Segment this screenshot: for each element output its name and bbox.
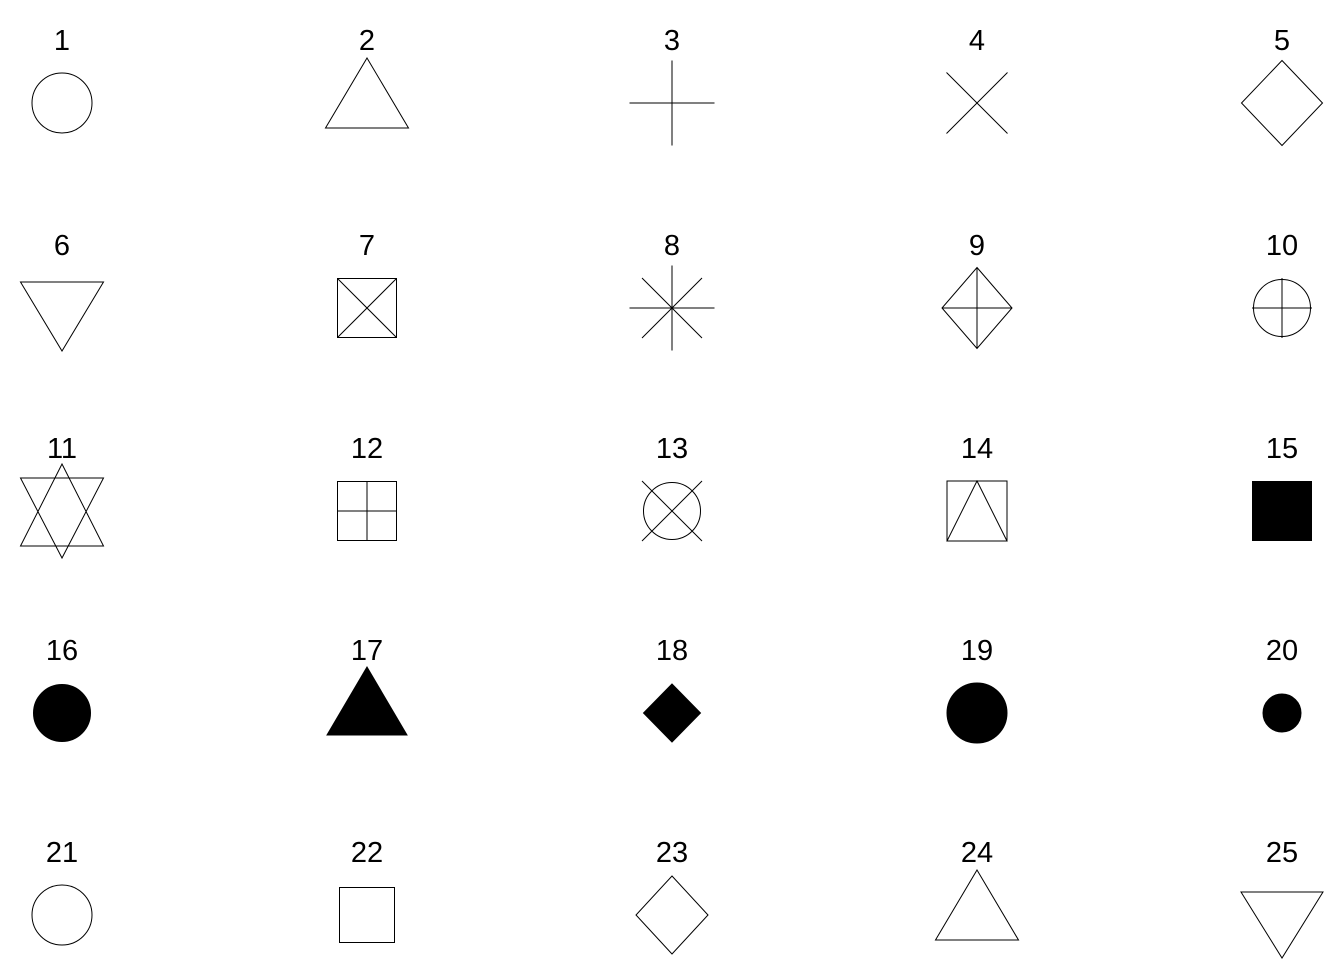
diamond-white-fill-icon — [602, 845, 742, 960]
symbol-number-label: 10 — [1265, 230, 1299, 262]
symbol-cell-6 — [0, 208, 132, 362]
symbol-number-label: 8 — [663, 230, 681, 262]
symbol-number-label: 14 — [960, 433, 994, 465]
symbol-cell-12 — [297, 411, 437, 565]
symbol-number-label: 19 — [960, 635, 994, 667]
triangle-down-white-fill-icon — [1212, 845, 1344, 960]
plus-icon — [602, 33, 742, 157]
symbol-cell-15 — [1212, 411, 1344, 565]
symbol-cell-5 — [1212, 3, 1344, 157]
symbol-cell-10 — [1212, 208, 1344, 362]
square-x-icon — [297, 238, 437, 362]
circle-solid-large-icon — [907, 643, 1047, 767]
symbol-cell-17 — [297, 613, 437, 767]
symbol-cell-3 — [602, 3, 742, 157]
square-white-fill-icon — [297, 845, 437, 960]
symbol-cell-1 — [0, 3, 132, 157]
triangle-down-open-icon — [0, 238, 132, 362]
symbol-cell-24 — [907, 815, 1047, 960]
triangle-up-open-icon — [297, 33, 437, 157]
symbol-number-label: 4 — [968, 25, 986, 57]
symbol-cell-9 — [907, 208, 1047, 362]
diamond-filled-icon — [602, 643, 742, 767]
symbol-number-label: 21 — [45, 837, 79, 869]
symbol-number-label: 1 — [53, 25, 71, 57]
symbol-number-label: 11 — [46, 433, 78, 465]
symbol-number-label: 7 — [358, 230, 376, 262]
symbol-number-label: 25 — [1265, 837, 1299, 869]
bullet-small-circle-icon — [1212, 643, 1344, 767]
diamond-plus-icon — [907, 238, 1047, 362]
symbol-number-label: 12 — [350, 433, 384, 465]
circle-x-icon — [602, 441, 742, 565]
symbol-number-label: 16 — [45, 635, 79, 667]
symbol-number-label: 5 — [1273, 25, 1291, 57]
symbol-cell-23 — [602, 815, 742, 960]
symbol-cell-22 — [297, 815, 437, 960]
square-filled-icon — [1212, 441, 1344, 565]
symbol-number-label: 3 — [663, 25, 681, 57]
symbol-number-label: 20 — [1265, 635, 1299, 667]
symbol-number-label: 23 — [655, 837, 689, 869]
symbol-number-label: 2 — [358, 25, 376, 57]
circle-white-fill-icon — [0, 845, 132, 960]
symbol-cell-20 — [1212, 613, 1344, 767]
diamond-open-icon — [1212, 33, 1344, 157]
symbol-number-label: 17 — [350, 635, 384, 667]
circle-open-icon — [0, 33, 132, 157]
symbol-cell-14 — [907, 411, 1047, 565]
star-of-david-icon — [0, 441, 132, 565]
symbol-cell-21 — [0, 815, 132, 960]
symbol-cell-19 — [907, 613, 1047, 767]
symbol-cell-16 — [0, 613, 132, 767]
square-plus-icon — [297, 441, 437, 565]
symbol-cell-13 — [602, 411, 742, 565]
square-triangle-up-icon — [907, 441, 1047, 565]
circle-plus-icon — [1212, 238, 1344, 362]
triangle-up-white-fill-icon — [907, 845, 1047, 960]
symbol-cell-18 — [602, 613, 742, 767]
symbol-cell-25 — [1212, 815, 1344, 960]
symbol-cell-11 — [0, 411, 132, 565]
symbol-cell-7 — [297, 208, 437, 362]
symbol-cell-4 — [907, 3, 1047, 157]
symbol-number-label: 15 — [1265, 433, 1299, 465]
symbol-cell-8 — [602, 208, 742, 362]
triangle-up-filled-icon — [297, 643, 437, 767]
symbol-number-label: 13 — [655, 433, 689, 465]
asterisk-star-icon — [602, 238, 742, 362]
symbol-number-label: 22 — [350, 837, 384, 869]
circle-filled-icon — [0, 643, 132, 767]
symbol-number-label: 6 — [53, 230, 71, 262]
symbol-number-label: 18 — [655, 635, 689, 667]
x-cross-icon — [907, 33, 1047, 157]
symbol-cell-2 — [297, 3, 437, 157]
symbol-number-label: 24 — [960, 837, 994, 869]
symbol-number-label: 9 — [968, 230, 986, 262]
